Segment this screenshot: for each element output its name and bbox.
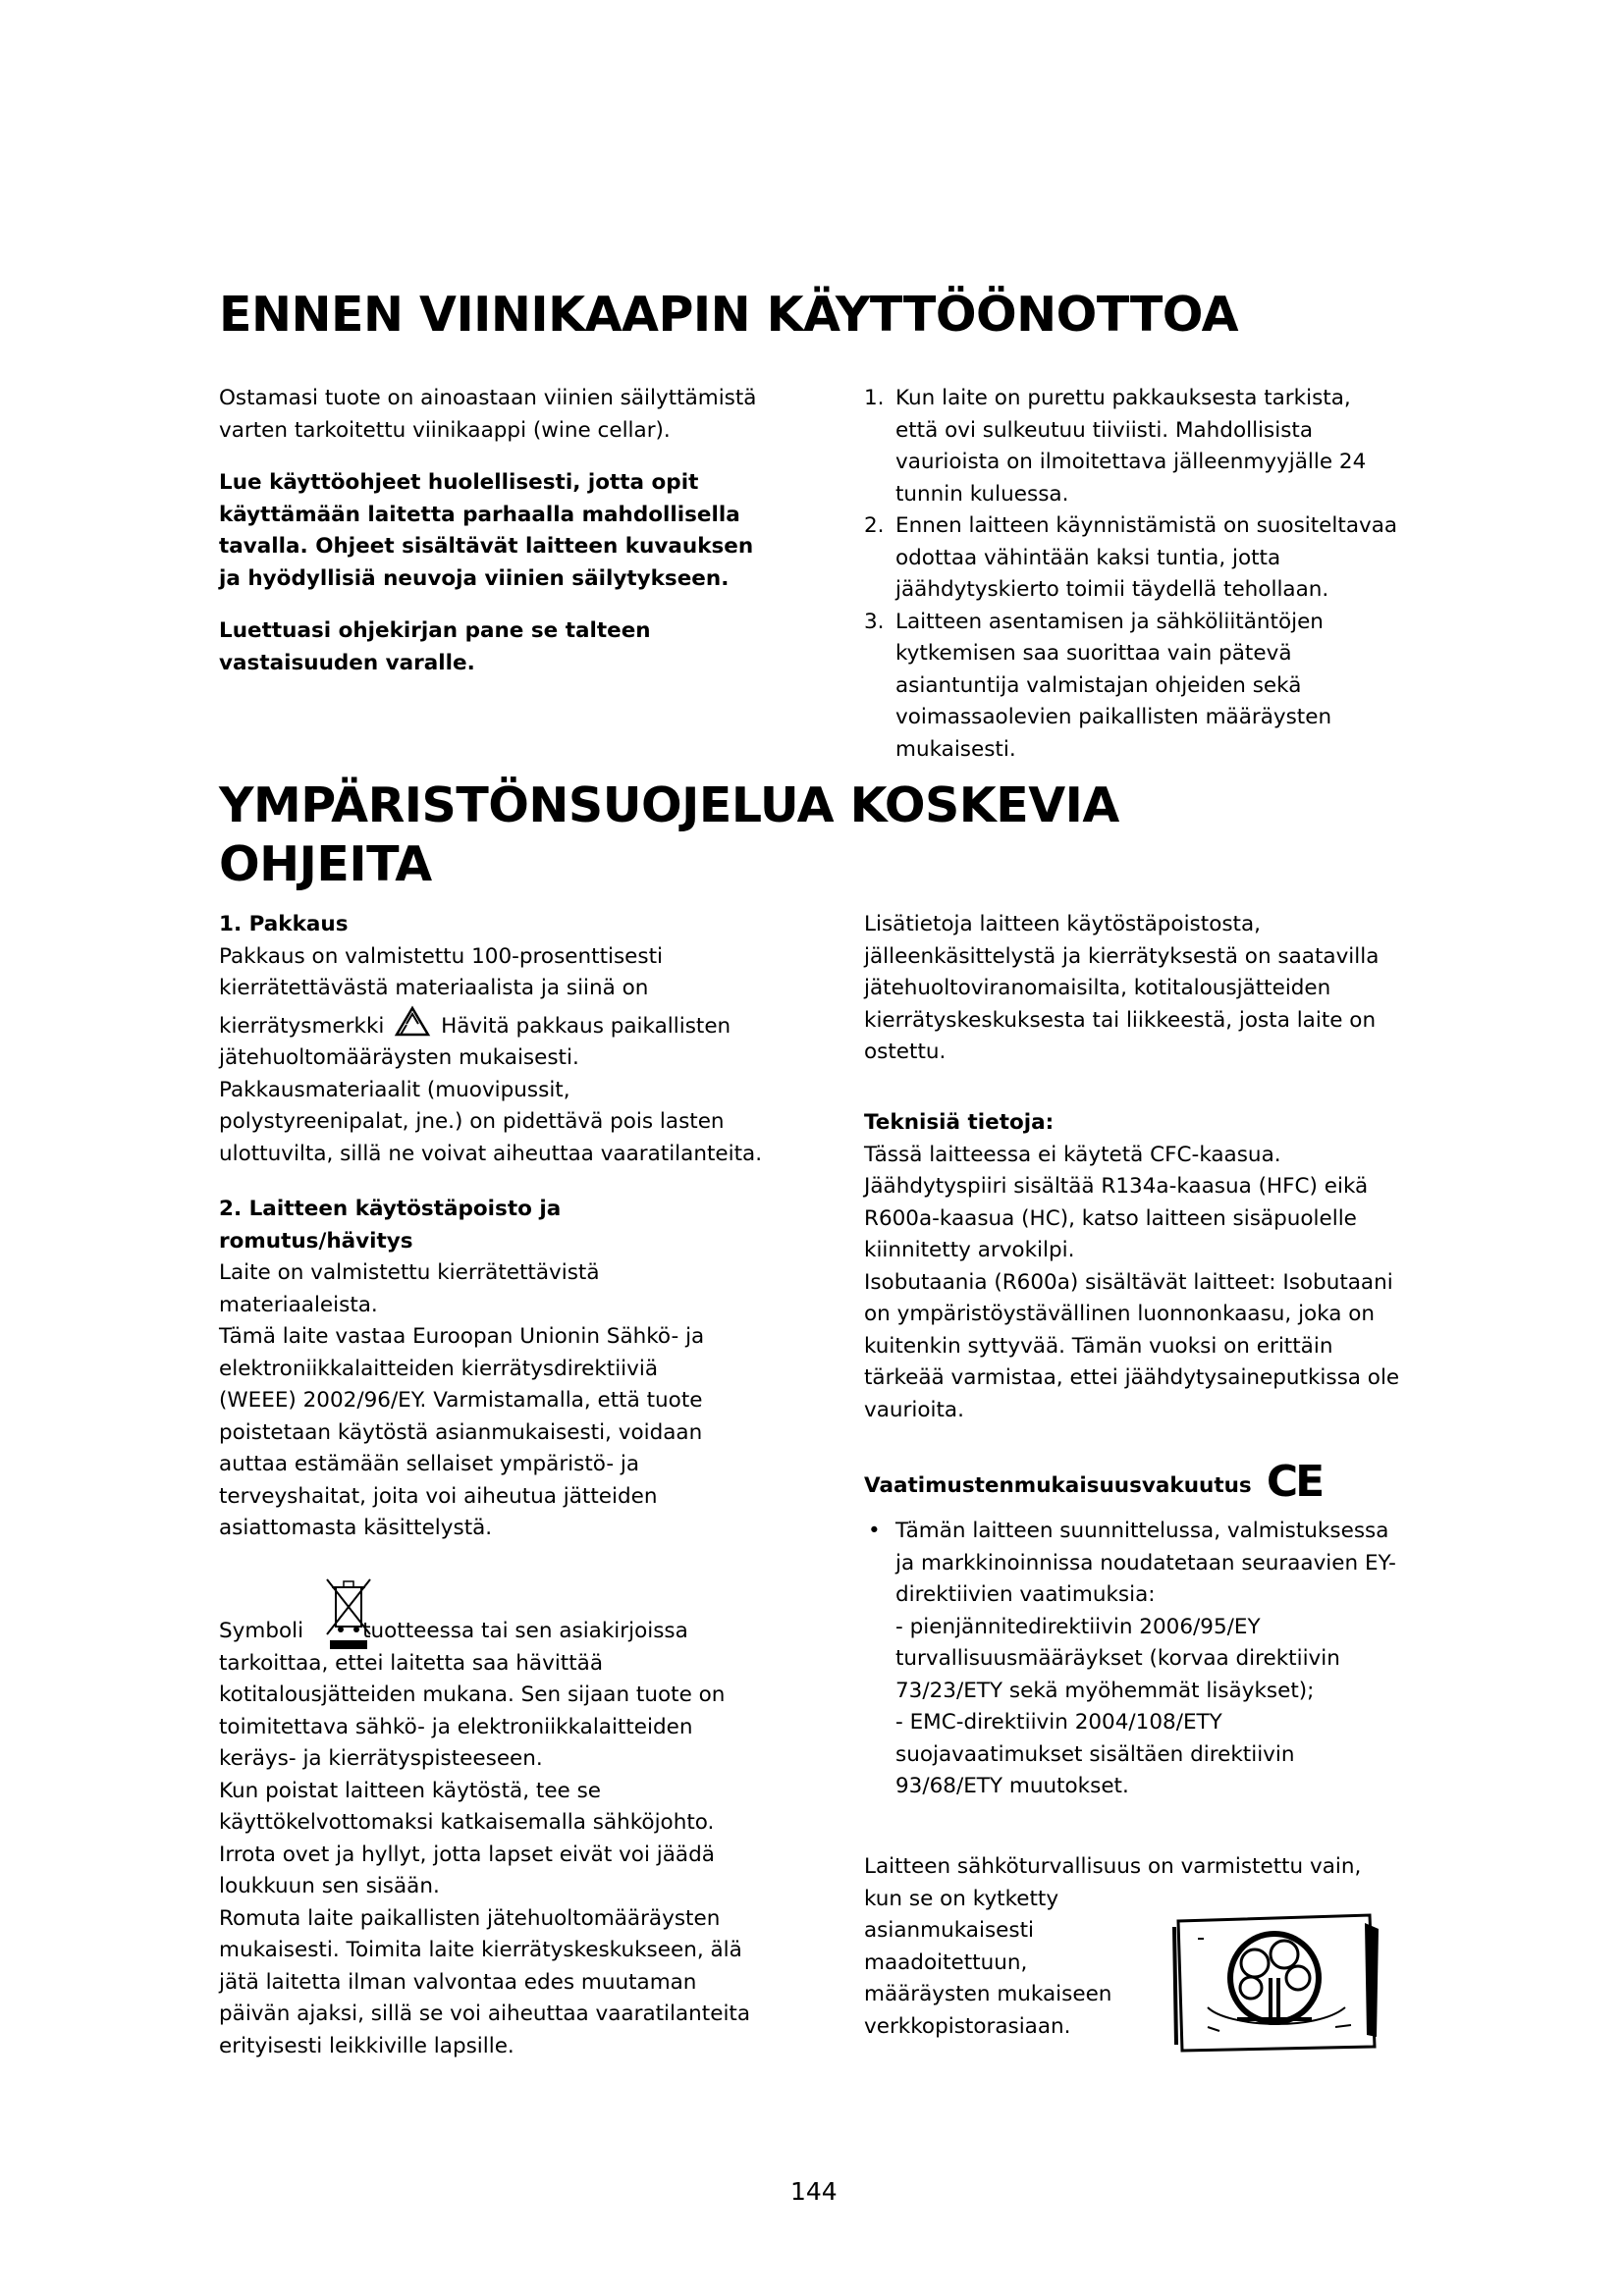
notice-line: Luettuasi ohjekirjan pane se talteen	[219, 618, 651, 643]
step-line: Ennen laitteen käynnistämistä on suositeltavaa	[895, 513, 1398, 538]
step-line: voimassaolevien paikallisten määräysten	[895, 705, 1332, 729]
step-number: 1.	[864, 386, 885, 410]
more-info-section	[864, 909, 1453, 1069]
step-item	[864, 383, 1434, 510]
disposal-title: romutus/hävitys	[219, 1228, 413, 1254]
technical-line: tärkeää varmistaa, ettei jäähdytysaineputkissa ole	[864, 1365, 1400, 1390]
conformity-line: - EMC-direktiivin 2004/108/ETY	[895, 1710, 1222, 1735]
symbol-line: jätä laitetta ilman valvontaa edes muutaman	[219, 1969, 697, 1995]
step-item	[864, 607, 1434, 767]
symbol-line: käyttökelvottomaksi katkaisemalla sähköjohto.	[219, 1810, 715, 1835]
technical-title: Teknisiä tietoja:	[864, 1110, 1055, 1135]
disposal-line: poistetaan käytöstä asianmukaisesti, voidaan	[219, 1419, 703, 1445]
step-line: mukaisesti.	[895, 736, 1016, 762]
packaging-line-part: kierrätysmerkki	[219, 1013, 385, 1039]
electrical-line: kun se on kytketty	[864, 1886, 1059, 1911]
more-info-line: kierrätyskeskuksesta tai liikkeestä, josta laite on	[864, 1007, 1377, 1033]
technical-line: Isobutaania (R600a) sisältävät laitteet: Isobutaani	[864, 1269, 1393, 1295]
technical-line: vaurioita.	[864, 1397, 964, 1422]
symbol-line: Kun poistat laitteen käytöstä, tee se	[219, 1778, 602, 1803]
packaging-section	[219, 909, 847, 1170]
more-info-line: ostettu.	[864, 1040, 947, 1064]
step-line: kytkemisen saa suorittaa vain pätevä	[895, 641, 1292, 666]
step-line: jäähdytyskierto toimii täydellä tehollaan.	[895, 577, 1329, 602]
technical-line: R600a-kaasua (HC), katso laitteen sisäpuolelle	[864, 1205, 1357, 1231]
ce-mark-icon: CE	[1266, 1457, 1323, 1507]
intro-paragraph	[219, 383, 808, 447]
technical-section	[864, 1107, 1453, 1426]
symbol-line-part: tuotteessa tai sen asiakirjoissa	[362, 1619, 688, 1643]
conformity-heading	[864, 1457, 1473, 1507]
packaging-line-recycle	[219, 1005, 847, 1043]
heading-line: OHJEITA	[219, 836, 432, 892]
symbol-line: erityisesti leikkiville lapsille.	[219, 2033, 514, 2058]
disposal-line: elektroniikkalaitteiden kierrätysdirektiiviä	[219, 1356, 659, 1381]
symbol-line: tarkoittaa, ettei laitetta saa hävittää	[219, 1650, 603, 1676]
section-heading-environment	[219, 777, 1119, 892]
conformity-line: - pienjännitedirektiivin 2006/95/EY	[895, 1614, 1261, 1639]
technical-line: Jäähdytyspiiri sisältää R134a-kaasua (HFC) eikä	[864, 1174, 1369, 1199]
conformity-line: turvallisuusmääräykset (korvaa direktiivin	[895, 1646, 1340, 1671]
steps-list	[864, 383, 1434, 766]
symbol-line: kotitalousjätteiden mukana. Sen sijaan tuote on	[219, 1682, 726, 1707]
disposal-title: 2. Laitteen käytöstäpoisto ja	[219, 1197, 562, 1221]
symbol-line: Irrota ovet ja hyllyt, jotta lapset eivät voi jäädä	[219, 1842, 715, 1867]
electrical-line: määräysten mukaiseen	[864, 1982, 1112, 2006]
notice-line: tavalla. Ohjeet sisältävät laitteen kuvauksen	[219, 534, 754, 559]
step-line: asiantuntija valmistajan ohjeiden sekä	[895, 672, 1302, 698]
more-info-line: Lisätietoja laitteen käytöstäpoistosta,	[864, 912, 1261, 936]
symbol-line: loukkuun sen sisään.	[219, 1874, 440, 1898]
disposal-section	[219, 1194, 847, 1545]
more-info-line: jälleenkäsittelystä ja kierrätyksestä on saatavilla	[864, 943, 1380, 969]
symbol-line: päivän ajaksi, sillä se voi aiheuttaa vaaratilanteita	[219, 2002, 751, 2026]
electrical-line: verkkopistorasiaan.	[864, 2013, 1071, 2039]
technical-line: kuitenkin syttyvää. Tämän vuoksi on erittäin	[864, 1333, 1333, 1359]
symbol-line: Romuta laite paikallisten jätehuoltomääräysten	[219, 1905, 721, 1931]
notice-line: vastaisuuden varalle.	[219, 650, 475, 675]
packaging-line: kierrätettävästä materiaalista ja siinä on	[219, 976, 649, 1000]
recycling-triangle-icon	[393, 1005, 432, 1039]
step-line: Laitteen asentamisen ja sähköliitäntöjen	[895, 609, 1324, 634]
packaging-line-part: Hävitä pakkaus paikallisten	[441, 1013, 731, 1039]
disposal-line: materiaaleista.	[219, 1292, 378, 1317]
step-line: tunnin kuluessa.	[895, 481, 1069, 507]
environment-tree-icon	[1168, 1909, 1384, 2056]
conformity-line: 93/68/ETY muutokset.	[895, 1774, 1129, 1798]
step-number: 3.	[864, 609, 885, 634]
conformity-item	[864, 1516, 1453, 1803]
disposal-line: Laite on valmistettu kierrätettävistä	[219, 1260, 600, 1285]
symbol-line: toimitettava sähkö- ja elektroniikkalaitteiden	[219, 1714, 693, 1739]
electrical-line: asianmukaisesti	[864, 1918, 1034, 1943]
step-line: että ovi sulkeutuu tiiviisti. Mahdollisista	[895, 417, 1314, 443]
symbol-section	[219, 1616, 847, 2062]
packaging-line: Pakkausmateriaalit (muovipussit,	[219, 1077, 570, 1102]
symbol-line: mukaisesti. Toimita laite kierrätyskeskukseen, älä	[219, 1938, 742, 1962]
disposal-line: (WEEE) 2002/96/EY. Varmistamalla, että tuote	[219, 1388, 703, 1413]
conformity-title: Vaatimustenmukaisuusvakuutus	[864, 1473, 1252, 1498]
electrical-line: maadoitettuun,	[864, 1949, 1028, 1975]
heading-line: YMPÄRISTÖNSUOJELUA KOSKEVIA	[219, 777, 1119, 833]
page-number: 144	[790, 2177, 838, 2206]
conformity-line: 73/23/ETY sekä myöhemmät lisäykset);	[895, 1678, 1315, 1703]
step-line: vaurioista on ilmoitettava jälleenmyyjälle 24	[895, 450, 1367, 474]
page-title: ENNEN VIINIKAAPIN KÄYTTÖÖNOTTOA	[219, 287, 1239, 343]
technical-line: kiinnitetty arvokilpi.	[864, 1238, 1075, 1262]
intro-line: Ostamasi tuote on ainoastaan viinien säilyttämistä	[219, 386, 757, 410]
technical-line: Tässä laitteessa ei käytetä CFC-kaasua.	[864, 1142, 1281, 1167]
disposal-line: asiattomasta käsittelystä.	[219, 1516, 493, 1540]
packaging-line: Pakkaus on valmistettu 100-prosenttisesti	[219, 943, 664, 969]
symbol-line: keräys- ja kierrätyspisteeseen.	[219, 1746, 543, 1771]
disposal-line: Tämä laite vastaa Euroopan Unionin Sähkö- ja	[219, 1324, 705, 1349]
packaging-line: polystyreenipalat, jne.) on pidettävä pois lasten	[219, 1109, 725, 1134]
packaging-line: jätehuoltomääräysten mukaisesti.	[219, 1045, 579, 1070]
more-info-line: jätehuoltoviranomaisilta, kotitalousjätteiden	[864, 976, 1331, 1000]
disposal-line: terveyshaitat, joita voi aiheutua jätteiden	[219, 1483, 658, 1509]
technical-line: on ympäristöystävällinen luonnonkaasu, joka on	[864, 1302, 1376, 1326]
instructions-notice	[219, 467, 808, 595]
notice-line: Lue käyttöohjeet huolellisesti, jotta opit	[219, 470, 699, 495]
step-number: 2.	[864, 513, 885, 538]
bullet: •	[868, 1519, 881, 1543]
notice-line: ja hyödyllisiä neuvoja viinien säilytykseen.	[219, 565, 730, 591]
step-line: odottaa vähintään kaksi tuntia, jotta	[895, 545, 1281, 570]
symbol-line-intro	[219, 1616, 847, 1648]
conformity-line: direktiivien vaatimuksia:	[895, 1582, 1156, 1607]
conformity-list	[864, 1516, 1453, 1803]
conformity-line: ja markkinoinnissa noudatetaan seuraavien EY-	[895, 1550, 1396, 1575]
conformity-line: suojavaatimukset sisältäen direktiivin	[895, 1741, 1295, 1767]
electrical-line: Laitteen sähköturvallisuus on varmistettu vain,	[864, 1854, 1362, 1879]
keep-manual-notice	[219, 615, 808, 679]
packaging-title: 1. Pakkaus	[219, 912, 349, 936]
disposal-line: auttaa estämään sellaiset ympäristö- ja	[219, 1452, 640, 1476]
step-line: Kun laite on purettu pakkauksesta tarkista,	[895, 386, 1351, 410]
symbol-line-part: Symboli	[219, 1619, 304, 1643]
conformity-line: Tämän laitteen suunnittelussa, valmistuksessa	[895, 1519, 1389, 1543]
step-item	[864, 510, 1434, 607]
intro-line: varten tarkoitettu viinikaappi (wine cellar).	[219, 417, 671, 443]
notice-line: käyttämään laitetta parhaalla mahdollisella	[219, 502, 740, 527]
packaging-line: ulottuvilta, sillä ne voivat aiheuttaa vaaratilanteita.	[219, 1141, 763, 1166]
